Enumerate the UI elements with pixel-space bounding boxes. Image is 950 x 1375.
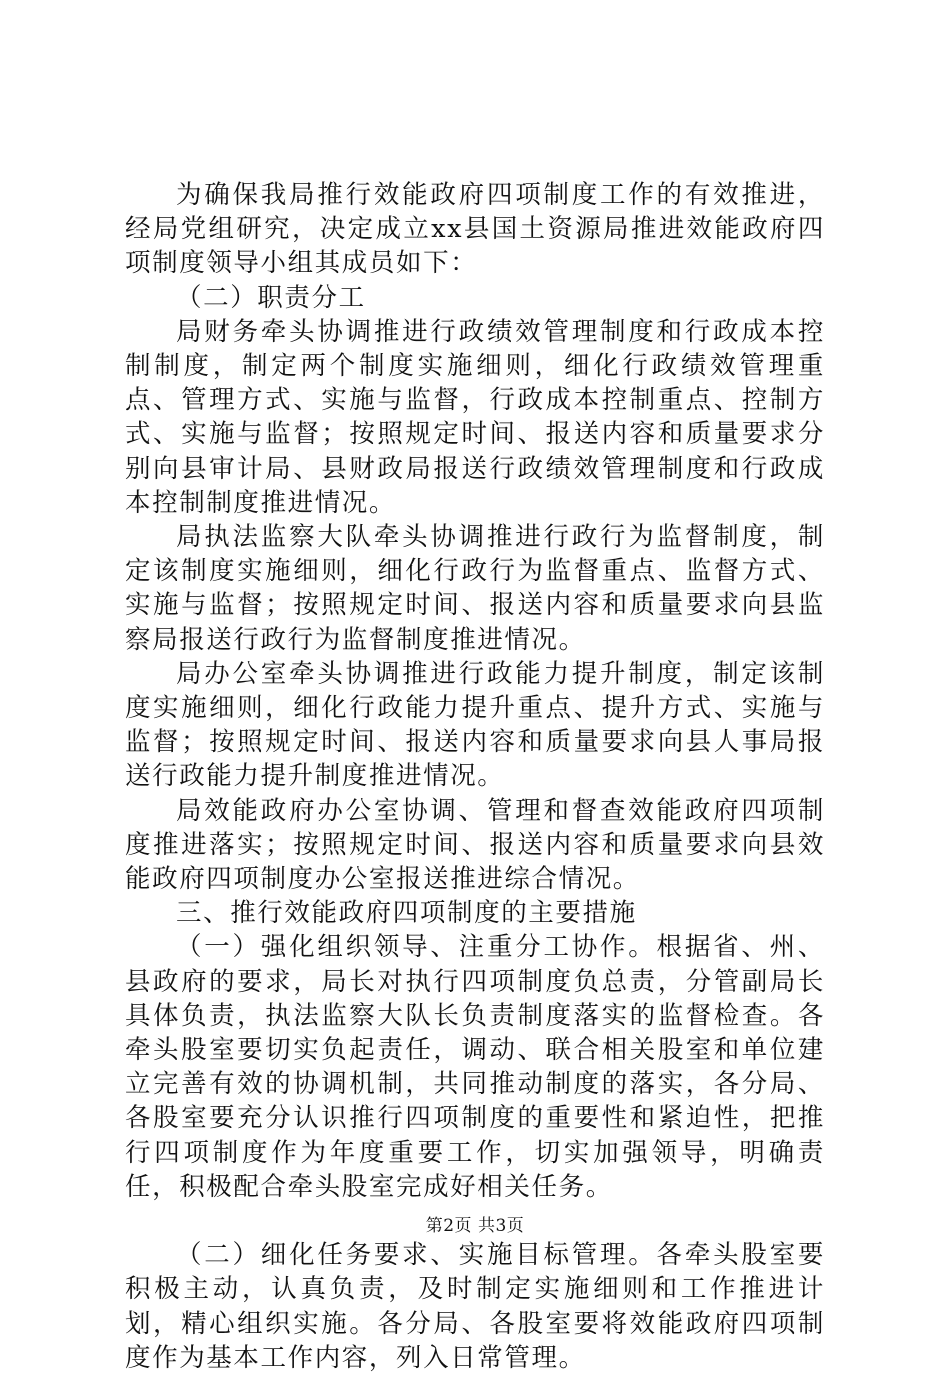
paragraph-measure-two: （二）细化任务要求、实施目标管理。各牵头股室要积极主动，认真负责，及时制定实施细则和工作推进计划，精心组织实施。各分局、各股室要将效能政府四项制度作为基本工作内容，列入日常管理。 xyxy=(125,1240,825,1373)
paragraph-intro: 为确保我局推行效能政府四项制度工作的有效推进，经局党组研究，决定成立xx县国土资源局推进效能政府四项制度领导小组其成员如下： xyxy=(125,180,825,279)
paragraph-office: 局办公室牵头协调推进行政能力提升制度，制定该制度实施细则，细化行政能力提升重点、提升方式、实施与监督；按照规定时间、报送内容和质量要求向县人事局报送行政能力提升制度推进情况。 xyxy=(125,658,825,792)
section-heading-measures: 三、推行效能政府四项制度的主要措施 xyxy=(176,898,637,929)
paragraph-finance: 局财务牵头协调推进行政绩效管理制度和行政成本控制制度，制定两个制度实施细则，细化行政绩效管理重点、管理方式、实施与监督，行政成本控制重点、控制方式、实施与监督；按照规定时间、报送内容和质量要求分别向县审计局、县财政局报送行政绩效管理制度和行政成本控制制度推进情况。 xyxy=(125,316,825,518)
paragraph-supervision: 局执法监察大队牵头协调推进行政行为监督制度，制定该制度实施细则，细化行政行为监督重点、监督方式、实施与监督；按照规定时间、报送内容和质量要求向县监察局报送行政行为监督制度推进情况。 xyxy=(125,522,825,655)
document-body xyxy=(125,178,825,1375)
page-number-footer: 第2页 共3页 xyxy=(425,1216,525,1236)
paragraph-measure-one: （一）强化组织领导、注重分工协作。根据省、州、县政府的要求，局长对执行四项制度负总责，分管副局长具体负责，执法监察大队长负责制度落实的监督检查。各牵头股室要切实负起责任，调动、联合相关股室和单位建立完善有效的协调机制，共同推动制度的落实，各分局、各股室要充分认识推行四项制度的重要性和紧迫性，把推行四项制度作为年度重要工作，切实加强领导，明确责任，积极配合牵头股室完成好相关任务。 xyxy=(125,932,825,1202)
section-heading-duties: （二）职责分工 xyxy=(176,282,366,313)
paragraph-efficiency-office: 局效能政府办公室协调、管理和督查效能政府四项制度推进落实；按照规定时间、报送内容和质量要求向县效能政府四项制度办公室报送推进综合情况。 xyxy=(125,795,825,895)
